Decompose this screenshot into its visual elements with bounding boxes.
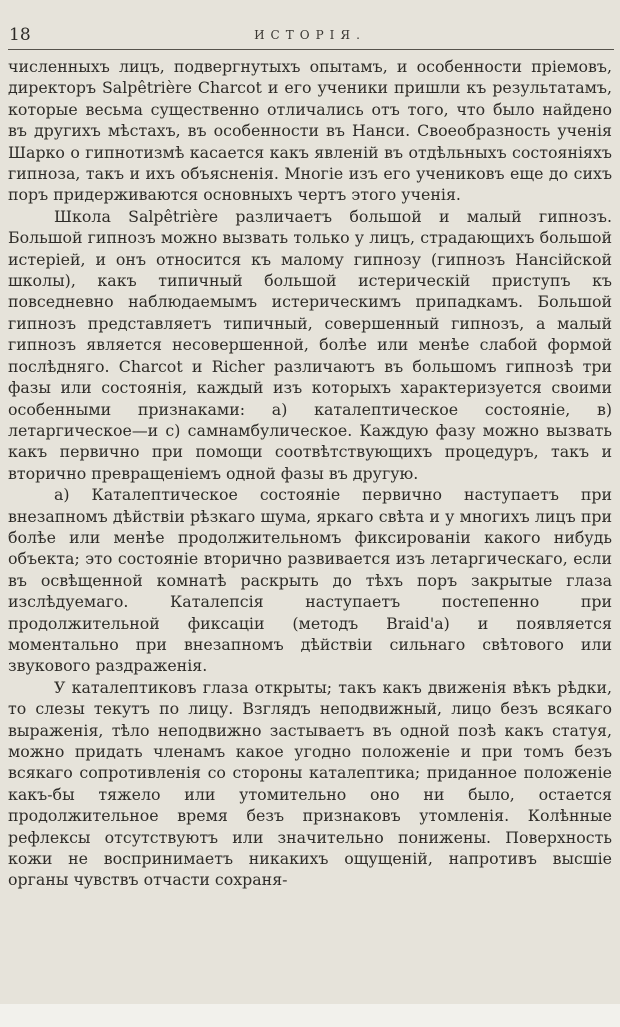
page-header <box>0 22 620 48</box>
header-rule <box>8 49 614 50</box>
paragraph: а) Каталептическое состояніе первично наступаетъ при внезапномъ дѣйствіи рѣзкаго шума, яркаго свѣта и у многихъ лицъ при болѣе или менѣе продолжительномъ фиксированіи какого нибудь объекта; это состояніе вторично развивается изъ летаргическаго, если въ освѣщенной комнатѣ раскрыть до тѣхъ поръ закрытые глаза изслѣдуемаго. Каталепсія наступаетъ постепенно при продолжительной фиксаціи (методъ Braid'а) и появляется моментально при внезапномъ дѣйствіи сильнаго свѣтового или звукового раздраженія. <box>8 485 612 676</box>
page-number: 18 <box>9 25 31 45</box>
body-text <box>8 56 612 891</box>
paragraph: численныхъ лицъ, подвергнутыхъ опытамъ, и особенности пріемовъ, директоръ Salpêtrière Charcot и его ученики пришли къ результатамъ, которые весьма существенно отличались отъ того, что было найдено въ другихъ мѣстахъ, въ особенности въ Нанси. Своеобразность ученія Шарко о гипнотизмѣ касается какъ явленій въ отдѣльныхъ состояніяхъ гипноза, такъ и ихъ объясненія. Многіе изъ его учениковъ еще до сихъ поръ придерживаются основныхъ чертъ этого ученія. <box>8 57 612 205</box>
bottom-margin <box>0 1004 620 1027</box>
paragraph: Школа Salpêtrière различаетъ большой и малый гипнозъ. Большой гипнозъ можно вызвать только у лицъ, страдающихъ большой истеріей, и онъ относится къ малому гипнозу (гипнозъ Нансійской школы), какъ типичный большой истерическій приступъ къ повседневно наблюдаемымъ истерическимъ припадкамъ. Большой гипнозъ представляетъ типичный, совершенный гипнозъ, а малый гипнозъ является несовершенной, болѣе или менѣе слабой формой послѣдняго. Charcot и Richer различаютъ въ большомъ гипнозѣ три фазы или состоянія, каждый изъ которыхъ характеризуется своими особенными признаками: а) каталептическое состояніе, в) летаргическое—и с) самнамбулическое. Каждую фазу можно вызвать какъ первично при помощи соотвѣтствующихъ процедуръ, такъ и вторично превращеніемъ одной фазы въ другую. <box>8 206 612 483</box>
paragraph: У каталептиковъ глаза открыты; такъ какъ движенія вѣкъ рѣдки, то слезы текутъ по лицу. Взглядъ неподвижный, лицо безъ всякаго выраженія, тѣло неподвижно застываетъ въ одной позѣ какъ статуя, можно придать членамъ какое угодно положеніе и при томъ безъ всякаго сопротивленія со стороны каталептика; приданное положеніе какъ-бы тяжело или утомительно оно ни было, остается продолжительное время безъ признаковъ утомленія. Колѣнные рефлексы отсутствуютъ или значительно понижены. Поверхность кожи не воспринимаетъ никакихъ ощущеній, напротивъ высшіе органы чувствъ отчасти сохраня- <box>8 677 612 890</box>
running-title: ИСТОРІЯ. <box>254 28 366 42</box>
